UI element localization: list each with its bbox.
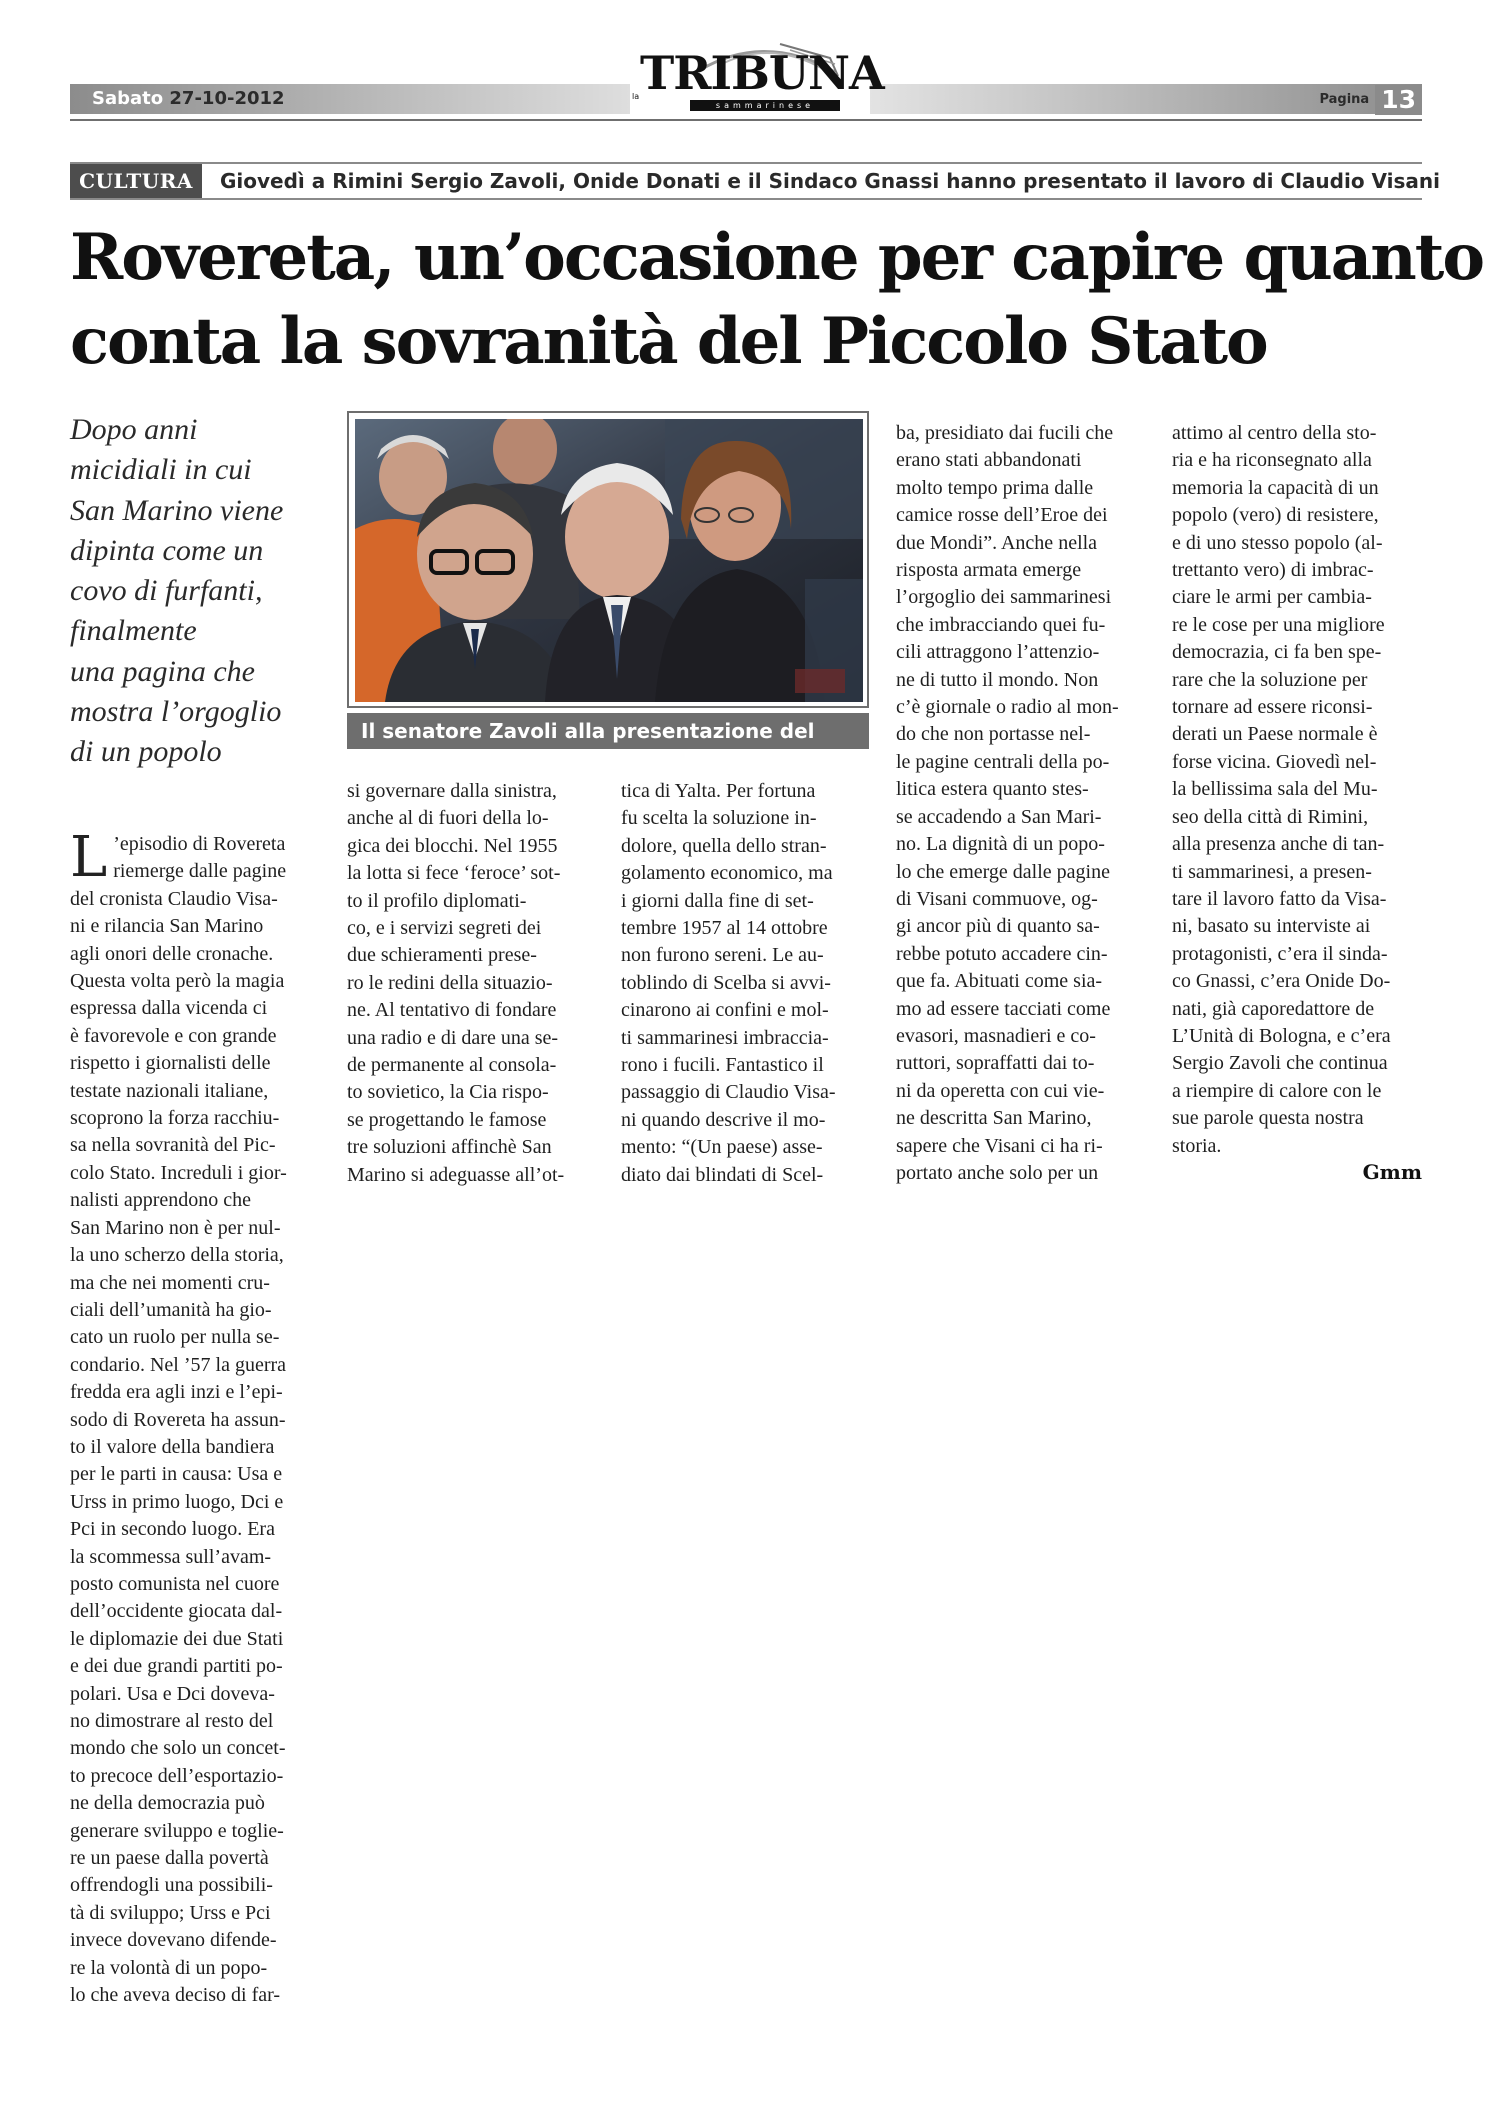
body-line: trettanto vero) di imbrac- [1172, 559, 1374, 582]
body-line: molto tempo prima dalle [896, 476, 1094, 499]
author-signature: Gmm [1362, 1160, 1422, 1184]
body-line: ne. Al tentativo di fondare [347, 999, 557, 1022]
body-line: co Gnassi, c’era Onide Do- [1172, 970, 1391, 993]
logo-wordmark: TRIBUNA [640, 46, 884, 100]
body-line: ro le redini della situazio- [347, 971, 553, 994]
body-line: generare sviluppo e toglie- [70, 1819, 284, 1842]
body-line: popolo (vero) di resistere, [1172, 504, 1379, 527]
body-line: tà di sviluppo; Urss e Pci [70, 1901, 271, 1924]
body-line: offrendogli una possibili- [70, 1874, 273, 1897]
standfirst-line: dipinta come un [70, 533, 264, 567]
body-line: portato anche solo per un [896, 1161, 1099, 1184]
body-line: to sovietico, la Cia rispo- [347, 1081, 549, 1104]
standfirst-line: micidiali in cui [70, 453, 252, 487]
body-line: di Visani commuove, og- [896, 887, 1098, 910]
body-line: re un paese dalla povertà [70, 1847, 269, 1870]
body-line: tornare ad essere riconsi- [1172, 696, 1373, 719]
standfirst-line: Dopo anni [70, 413, 198, 446]
body-line: ba, presidiato dai fucili che [896, 422, 1114, 444]
body-line: scoprono la forza racchiu- [70, 1107, 280, 1130]
body-line: Questa volta però la magia [70, 970, 285, 993]
body-line: ma che nei momenti cru- [70, 1271, 270, 1294]
body-line: c’è giornale o radio al mon- [896, 696, 1119, 719]
body-line: che imbracciando quei fu- [896, 613, 1106, 636]
body-line: la uno scherzo della storia, [70, 1244, 284, 1267]
body-line: sa nella sovranità del Pic- [70, 1134, 276, 1157]
body-column-2 [347, 778, 592, 1189]
body-line: la scommessa sull’avam- [70, 1545, 272, 1568]
body-line: dell’occidente giocata dal- [70, 1600, 283, 1623]
body-line: mento: “(Un paese) asse- [621, 1136, 823, 1159]
body-line: riemerge dalle pagine [113, 860, 287, 883]
body-line: ti sammarinesi imbraccia- [621, 1026, 829, 1049]
body-line: de permanente al consola- [347, 1054, 557, 1077]
body-line: Sergio Zavoli che continua [1172, 1052, 1388, 1075]
body-line: sue parole questa nostra [1172, 1107, 1364, 1130]
body-line: tre soluzioni affinchè San [347, 1136, 552, 1159]
body-line: ni, basato su interviste ai [1172, 915, 1371, 938]
standfirst [70, 410, 330, 773]
body-line: lo che emerge dalle pagine [896, 860, 1110, 883]
body-line: passaggio di Claudio Visa- [621, 1081, 836, 1104]
body-line: e di uno stesso popolo (al- [1172, 531, 1383, 554]
body-line: co, e i servizi segreti dei [347, 917, 542, 940]
body-line: cato un ruolo per nulla se- [70, 1326, 280, 1349]
standfirst-line: San Marino viene [70, 493, 284, 527]
body-line: democrazia, ci fa ben spe- [1172, 641, 1382, 664]
body-line: del cronista Claudio Visa- [70, 887, 278, 910]
body-line: to il valore della bandiera [70, 1435, 275, 1458]
body-line: ciare le armi per cambia- [1172, 586, 1372, 609]
body-line: do che non portasse nel- [896, 723, 1091, 746]
body-line: se progettando le famose [347, 1108, 547, 1131]
body-line: no dimostrare al resto del [70, 1710, 274, 1732]
body-line: posto comunista nel cuore [70, 1572, 280, 1595]
body-line: per le parti in causa: Usa e [70, 1463, 283, 1486]
body-line: memoria la capacità di un [1172, 476, 1379, 499]
headline-line: conta la sovranità del Piccolo Stato [70, 304, 1267, 379]
body-line: erano stati abbandonati [896, 449, 1082, 472]
issue-date-value: 27-10-2012 [169, 88, 285, 109]
body-line: alla presenza anche di tan- [1172, 833, 1385, 856]
body-line: le diplomazie dei due Stati [70, 1627, 284, 1650]
body-line: to precoce dell’esportazio- [70, 1764, 284, 1787]
body-line: nati, già caporedattore de [1172, 997, 1375, 1020]
body-line: rebbe potuto accadere cin- [896, 942, 1108, 965]
body-line: toblindo di Scelba si avvi- [621, 971, 831, 994]
body-line: colo Stato. Increduli i gior- [70, 1161, 287, 1184]
body-line: gica dei blocchi. Nel 1955 [347, 834, 558, 857]
body-column-3 [621, 778, 871, 1189]
photo-caption: Il senatore Zavoli alla presentazione del libro [347, 713, 869, 749]
body-line: que fa. Abituati come sia- [896, 970, 1103, 993]
body-line: sapere che Visani ci ha ri- [896, 1134, 1103, 1157]
body-column-4 [896, 420, 1146, 1187]
body-line: dolore, quella dello stran- [621, 834, 827, 857]
page-number: 13 [1375, 85, 1422, 115]
body-line: rare che la soluzione per [1172, 668, 1368, 691]
article-headline [70, 216, 1484, 384]
standfirst-line: una pagina che [70, 654, 255, 688]
body-line: lo che aveva deciso di far- [70, 1984, 281, 2007]
body-line: protagonisti, c’era il sinda- [1172, 942, 1388, 965]
body-line: due schieramenti prese- [347, 944, 537, 967]
body-line: no. La dignità di un popo- [896, 833, 1105, 856]
body-line: sodo di Rovereta ha assun- [70, 1408, 286, 1431]
section-kicker: Giovedì a Rimini Sergio Zavoli, Onide Donati e il Sindaco Gnassi hanno presentato il lavoro di Claudio Visani [220, 169, 1441, 193]
body-line: litica estera quanto stes- [896, 778, 1089, 801]
body-line: diato dai blindati di Scel- [621, 1163, 824, 1186]
body-line: condario. Nel ’57 la guerra [70, 1353, 287, 1376]
body-column-5 [1172, 420, 1422, 1160]
body-line: la bellissima sala del Mu- [1172, 778, 1378, 801]
body-line: L’Unità di Bologna, e c’era [1172, 1024, 1391, 1047]
standfirst-line: covo di furfanti, [70, 574, 263, 608]
body-line: anche al di fuori della lo- [347, 807, 549, 830]
body-line: la lotta si fece ‘feroce’ sot- [347, 862, 561, 885]
body-line: si governare dalla sinistra, [347, 780, 557, 802]
body-line: ne descritta San Marino, [896, 1107, 1092, 1130]
body-line: ria e ha riconsegnato alla [1172, 449, 1372, 472]
body-line: ni quando descrive il mo- [621, 1108, 826, 1131]
body-line: Marino si adeguasse all’ot- [347, 1163, 565, 1186]
body-line: polari. Usa e Dci doveva- [70, 1682, 275, 1705]
body-line: re le cose per una migliore [1172, 613, 1385, 636]
body-line: mo ad essere tacciati come [896, 997, 1111, 1020]
logo-subtitle: sammarinese [690, 100, 840, 111]
page-indicator [1319, 84, 1422, 114]
body-line: testate nazionali italiane, [70, 1079, 269, 1102]
logo-prefix: la [632, 92, 640, 101]
body-line: e dei due grandi partiti po- [70, 1655, 283, 1678]
body-line: fu scelta la soluzione in- [621, 807, 817, 830]
body-line: espressa dalla vicenda ci [70, 997, 268, 1020]
header-rule [70, 119, 1422, 121]
issue-day: Sabato [92, 88, 164, 109]
body-line: due Mondi”. Anche nella [896, 531, 1098, 554]
body-line: agli onori delle cronache. [70, 942, 274, 965]
body-line: ruttori, sopraffatti dai to- [896, 1052, 1095, 1075]
body-line: cinarono ai confini e mol- [621, 999, 829, 1022]
body-line: le pagine centrali della po- [896, 750, 1110, 773]
body-line: risposta armata emerge [896, 559, 1082, 582]
drop-cap: L [70, 825, 108, 890]
section-rule-bottom [70, 198, 1422, 200]
body-column-1-lines [70, 886, 320, 2010]
body-line: Urss in primo luogo, Dci e [70, 1490, 284, 1513]
body-line: attimo al centro della sto- [1172, 422, 1377, 444]
body-line: ne della democrazia può [70, 1792, 265, 1815]
body-line: tare il lavoro fatto da Visa- [1172, 887, 1387, 910]
body-line: cili attraggono l’attenzio- [896, 641, 1100, 664]
body-line: to il profilo diplomati- [347, 889, 527, 912]
section-tag: CULTURA [70, 164, 202, 198]
issue-date [92, 86, 285, 112]
body-line: fredda era agli inzi e l’epi- [70, 1381, 283, 1404]
body-line: invece dovevano difende- [70, 1929, 277, 1952]
body-line: una radio e di dare una se- [347, 1026, 559, 1049]
body-line: l’orgoglio dei sammarinesi [896, 586, 1112, 609]
body-line: a riempire di calore con le [1172, 1079, 1382, 1102]
audience-photo-icon [355, 419, 863, 702]
body-line: gi ancor più di quanto sa- [896, 915, 1100, 938]
body-line: tembre 1957 al 14 ottobre [621, 917, 828, 940]
body-line: evasori, masnadieri e co- [896, 1024, 1096, 1047]
standfirst-line: mostra l’orgoglio [70, 695, 282, 729]
tribuna-logo [630, 36, 884, 116]
body-line: San Marino non è per nul- [70, 1216, 281, 1239]
body-line: re la volontà di un popo- [70, 1956, 268, 1979]
body-line: nalisti apprendono che [70, 1189, 252, 1212]
body-line: derati un Paese normale è [1172, 723, 1378, 746]
page-label: Pagina [1319, 91, 1370, 107]
body-line: golamento economico, ma [621, 862, 833, 885]
body-line: mondo che solo un concet- [70, 1737, 286, 1760]
body-line: storia. [1172, 1134, 1222, 1157]
headline-line: Rovereta, un’occasione per capire quanto [70, 220, 1484, 295]
body-line: ni da operetta con cui vie- [896, 1079, 1105, 1102]
body-line: è favorevole e con grande [70, 1024, 277, 1047]
body-line: tica di Yalta. Per fortuna [621, 780, 816, 802]
body-line: ni e rilancia San Marino [70, 915, 264, 938]
body-line: rono i fucili. Fantastico il [621, 1054, 824, 1077]
body-line: ciali dell’umanità ha gio- [70, 1298, 272, 1321]
body-line: ’episodio di Rovereta [113, 833, 286, 855]
body-line: se accadendo a San Mari- [896, 805, 1102, 828]
body-line: seo della città di Rimini, [1172, 805, 1369, 828]
body-line: ti sammarinesi, a presen- [1172, 860, 1372, 883]
standfirst-line: di un popolo [70, 735, 222, 769]
standfirst-line: finalmente [70, 614, 197, 648]
body-line: Pci in secondo luogo. Era [70, 1518, 275, 1541]
article-photo [347, 411, 869, 708]
body-column-1 [70, 825, 320, 2009]
body-line: i giorni dalla fine di set- [621, 889, 814, 912]
body-line: ne di tutto il mondo. Non [896, 668, 1099, 691]
body-line: forse vicina. Giovedì nel- [1172, 750, 1377, 773]
body-line: rispetto i giornalisti delle [70, 1052, 271, 1075]
body-line: camice rosse dell’Eroe dei [896, 504, 1108, 527]
body-line: non furono sereni. Le au- [621, 944, 824, 967]
